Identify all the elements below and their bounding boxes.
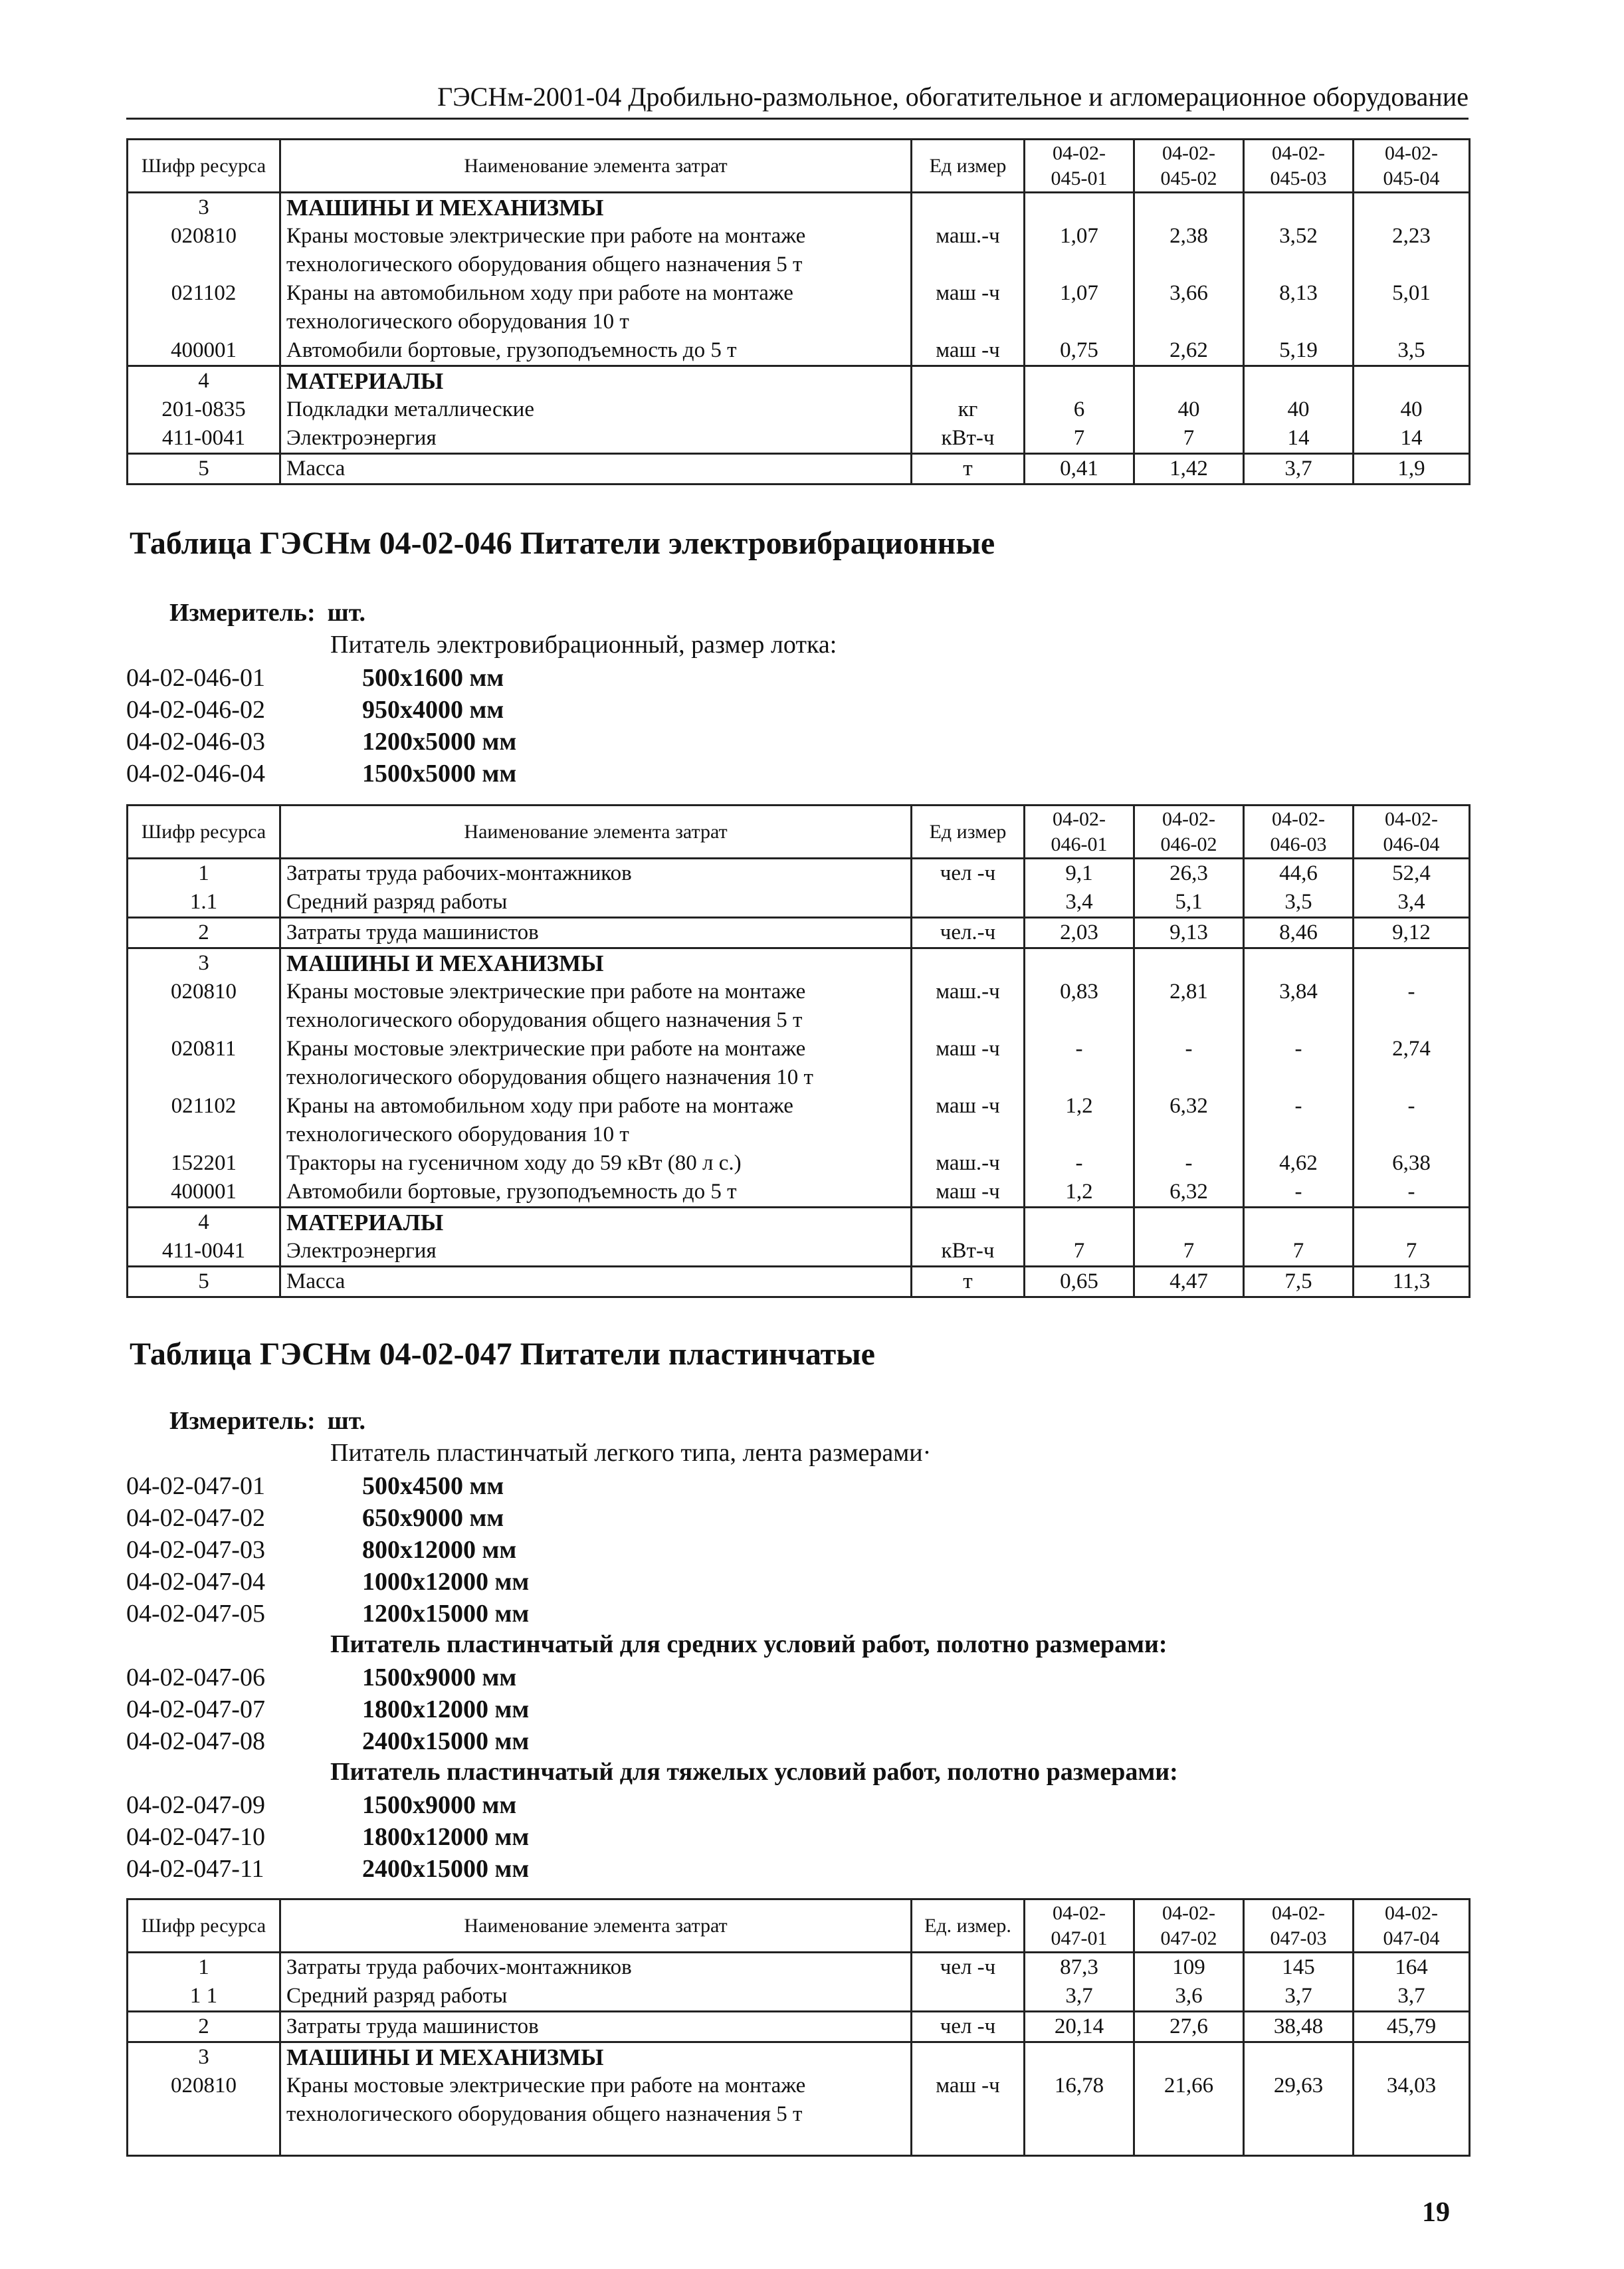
table-row [128, 1208, 1470, 1238]
table-row [128, 1982, 1470, 2012]
table-row [128, 1035, 1470, 1092]
col-header-unit: Ед измер [912, 806, 1025, 859]
table-046 [126, 804, 1471, 1298]
value-cell: 3,7 [1244, 454, 1354, 485]
section-title: МАШИНЫ И МЕХАНИЗМЫ [280, 948, 912, 978]
col-header-position: 04-02- 046-04 [1354, 806, 1470, 859]
position-list [126, 1662, 529, 1757]
value-cell [1354, 366, 1470, 396]
value-cell: 7,5 [1244, 1267, 1354, 1297]
position-size: 500x4500 мм [362, 1472, 504, 1500]
value-cell: - [1134, 1035, 1244, 1092]
cost-element-name: Краны мостовые электрические при работе на монтаже технологического оборудования общего назначения 5 т [280, 2072, 912, 2129]
position-code: 04-02-047-03 [126, 1536, 265, 1564]
value-cell: 52,4 [1354, 859, 1470, 889]
cost-element-name: Масса [280, 1267, 912, 1297]
unit-cell: т [912, 1267, 1025, 1297]
value-cell: 1,42 [1134, 454, 1244, 485]
page-number: 19 [1422, 2197, 1450, 2228]
resource-code: 5 [128, 454, 280, 485]
position-code: 04-02-046-04 [126, 760, 265, 788]
value-cell: 40 [1134, 395, 1244, 424]
section-title: МАТЕРИАЛЫ [280, 1208, 912, 1238]
position-row [126, 1725, 529, 1757]
resource-code: 021102 [128, 279, 280, 336]
table-046-meter [169, 598, 365, 627]
value-cell: - [1244, 1178, 1354, 1208]
value-cell [1244, 1208, 1354, 1238]
resource-code: 411-0041 [128, 424, 280, 454]
value-cell: 3,5 [1354, 336, 1470, 366]
resource-code: 1 [128, 1953, 280, 1983]
value-cell: 8,13 [1244, 279, 1354, 336]
resource-code: 4 [128, 1208, 280, 1238]
col-header-name: Наименование элемента затрат [280, 806, 912, 859]
value-cell: - [1244, 1035, 1354, 1092]
value-cell: 3,6 [1134, 1982, 1244, 2012]
position-code: 04-02-047-01 [126, 1472, 265, 1500]
position-row [126, 1534, 529, 1566]
unit-cell: маш.-ч [912, 1149, 1025, 1178]
value-cell [1025, 366, 1134, 396]
value-cell: 27,6 [1134, 2012, 1244, 2042]
value-cell: 109 [1134, 1953, 1244, 1983]
resource-code: 1.1 [128, 888, 280, 918]
table-row [128, 193, 1470, 223]
unit-cell: маш -ч [912, 336, 1025, 366]
position-code: 04-02-047-06 [126, 1664, 265, 1691]
table-row [128, 366, 1470, 396]
resource-code: 020811 [128, 1035, 280, 1092]
value-cell [1244, 366, 1354, 396]
position-code: 04-02-047-11 [126, 1855, 264, 1883]
blank-cell [280, 2129, 912, 2155]
value-cell [1354, 2042, 1470, 2072]
header-row [128, 806, 1470, 859]
value-cell [1025, 1208, 1134, 1238]
position-row [126, 1789, 529, 1821]
value-cell: 3,4 [1354, 888, 1470, 918]
cost-element-name: Затраты труда машинистов [280, 918, 912, 948]
position-size: 2400x15000 мм [362, 1727, 530, 1755]
unit-cell: т [912, 454, 1025, 485]
position-row [126, 1470, 529, 1502]
table-row [128, 859, 1470, 889]
position-code: 04-02-047-02 [126, 1504, 265, 1532]
resource-code: 1 1 [128, 1982, 280, 2012]
position-row [126, 1821, 529, 1853]
value-cell [1025, 2042, 1134, 2072]
position-code: 04-02-046-03 [126, 728, 265, 756]
cost-element-name: Подкладки металлические [280, 395, 912, 424]
table-row [128, 1092, 1470, 1149]
value-cell: 5,19 [1244, 336, 1354, 366]
unit-cell: чел.-ч [912, 918, 1025, 948]
table-row [128, 424, 1470, 454]
value-cell [1244, 2042, 1354, 2072]
cost-element-name: Краны мостовые электрические при работе на монтаже технологического оборудования общего назначения 10 т [280, 1035, 912, 1092]
value-cell: 4,62 [1244, 1149, 1354, 1178]
value-cell: 8,46 [1244, 918, 1354, 948]
position-row [126, 1502, 529, 1534]
value-cell: 145 [1244, 1953, 1354, 1983]
running-header: ГЭСНм-2001-04 Дробильно-размольное, обогатительное и агломерационное оборудование [126, 81, 1469, 120]
meter-value: шт. [327, 599, 366, 627]
value-cell: 7 [1134, 424, 1244, 454]
col-header-position: 04-02- 046-02 [1134, 806, 1244, 859]
resource-code: 152201 [128, 1149, 280, 1178]
value-cell: 29,63 [1244, 2072, 1354, 2129]
unit-cell: маш.-ч [912, 978, 1025, 1035]
cost-element-name: Тракторы на гусеничном ходу до 59 кВт (80 л с.) [280, 1149, 912, 1178]
table-row [128, 2042, 1470, 2072]
blank-cell [1134, 2129, 1244, 2155]
unit-cell [912, 193, 1025, 223]
value-cell: 2,74 [1354, 1035, 1470, 1092]
table-row [128, 2072, 1470, 2129]
value-cell: - [1354, 1092, 1470, 1149]
col-header-position: 04-02- 046-01 [1025, 806, 1134, 859]
unit-cell: кг [912, 395, 1025, 424]
unit-cell: маш -ч [912, 2072, 1025, 2129]
col-header-code: Шифр ресурса [128, 140, 280, 193]
section-title: МАТЕРИАЛЫ [280, 366, 912, 396]
blank-cell [1244, 2129, 1354, 2155]
group-description: Питатель пластинчатый для средних условий работ, полотно размерами: [330, 1630, 1167, 1658]
position-code: 04-02-047-09 [126, 1791, 265, 1819]
position-code: 04-02-047-07 [126, 1695, 265, 1723]
value-cell: - [1134, 1149, 1244, 1178]
value-cell: 7 [1134, 1237, 1244, 1267]
value-cell: - [1025, 1035, 1134, 1092]
col-header-position: 04-02- 047-02 [1134, 1899, 1244, 1953]
position-row [126, 1566, 529, 1598]
value-cell [1244, 948, 1354, 978]
col-header-position: 04-02- 045-02 [1134, 140, 1244, 193]
cost-element-name: Электроэнергия [280, 1237, 912, 1267]
value-cell: 5,1 [1134, 888, 1244, 918]
table-row-blank [128, 2129, 1470, 2155]
value-cell: - [1025, 1149, 1134, 1178]
group-description: Питатель пластинчатый для тяжелых условий работ, полотно размерами: [330, 1758, 1178, 1786]
table-row [128, 2012, 1470, 2042]
resource-code: 2 [128, 918, 280, 948]
unit-cell: чел -ч [912, 2012, 1025, 2042]
value-cell [1134, 948, 1244, 978]
position-row [126, 758, 516, 790]
cost-element-name: Затраты труда рабочих-монтажников [280, 1953, 912, 1983]
position-size: 1200x15000 мм [362, 1600, 530, 1628]
value-cell: 6,32 [1134, 1092, 1244, 1149]
unit-cell: маш -ч [912, 1035, 1025, 1092]
value-cell: 44,6 [1244, 859, 1354, 889]
unit-cell [912, 366, 1025, 396]
value-cell: 21,66 [1134, 2072, 1244, 2129]
col-header-position: 04-02- 045-01 [1025, 140, 1134, 193]
value-cell: 6,32 [1134, 1178, 1244, 1208]
resource-code: 020810 [128, 222, 280, 279]
value-cell: 9,1 [1025, 859, 1134, 889]
position-code: 04-02-047-10 [126, 1823, 265, 1851]
resource-code: 021102 [128, 1092, 280, 1149]
value-cell [1354, 948, 1470, 978]
value-cell: 2,03 [1025, 918, 1134, 948]
value-cell: 38,48 [1244, 2012, 1354, 2042]
table-row [128, 1267, 1470, 1297]
unit-cell: маш -ч [912, 279, 1025, 336]
value-cell: 2,23 [1354, 222, 1470, 279]
cost-element-name: Электроэнергия [280, 424, 912, 454]
value-cell: 87,3 [1025, 1953, 1134, 1983]
section-title: МАШИНЫ И МЕХАНИЗМЫ [280, 2042, 912, 2072]
resource-code: 3 [128, 2042, 280, 2072]
value-cell: 3,52 [1244, 222, 1354, 279]
col-header-position: 04-02- 047-04 [1354, 1899, 1470, 1953]
table-row [128, 948, 1470, 978]
position-code: 04-02-047-05 [126, 1600, 265, 1628]
table-row [128, 395, 1470, 424]
col-header-position: 04-02- 046-03 [1244, 806, 1354, 859]
value-cell: - [1354, 978, 1470, 1035]
unit-cell [912, 948, 1025, 978]
position-list [126, 1789, 529, 1885]
table-046-title: Таблица ГЭСНм 04-02-046 Питатели электровибрационные [130, 526, 995, 561]
unit-cell: маш -ч [912, 1178, 1025, 1208]
table-row [128, 1178, 1470, 1208]
value-cell: - [1244, 1092, 1354, 1149]
value-cell: 1,9 [1354, 454, 1470, 485]
position-row [126, 1693, 529, 1725]
table-045 [126, 138, 1471, 485]
unit-cell: маш.-ч [912, 222, 1025, 279]
position-row [126, 1853, 529, 1885]
unit-cell: чел -ч [912, 1953, 1025, 1983]
value-cell: 1,07 [1025, 222, 1134, 279]
position-size: 1500x5000 мм [362, 760, 517, 788]
table-row [128, 279, 1470, 336]
col-header-position: 04-02- 047-03 [1244, 1899, 1354, 1953]
value-cell: 34,03 [1354, 2072, 1470, 2129]
meter-value: шт. [327, 1407, 366, 1435]
table-row [128, 918, 1470, 948]
col-header-code: Шифр ресурса [128, 806, 280, 859]
section-title: МАШИНЫ И МЕХАНИЗМЫ [280, 193, 912, 223]
table-047 [126, 1898, 1471, 2157]
value-cell: 3,7 [1354, 1982, 1470, 2012]
value-cell: 0,83 [1025, 978, 1134, 1035]
value-cell [1025, 948, 1134, 978]
value-cell: 40 [1354, 395, 1470, 424]
position-size: 1800x12000 мм [362, 1695, 530, 1723]
blank-cell [128, 2129, 280, 2155]
value-cell: 16,78 [1025, 2072, 1134, 2129]
resource-code: 3 [128, 193, 280, 223]
table-047-title: Таблица ГЭСНм 04-02-047 Питатели пластинчатые [130, 1337, 875, 1372]
value-cell [1134, 193, 1244, 223]
meter-label: Измеритель: [169, 599, 316, 627]
position-size: 650x9000 мм [362, 1504, 504, 1532]
table-row [128, 1237, 1470, 1267]
resource-code: 3 [128, 948, 280, 978]
value-cell: 9,13 [1134, 918, 1244, 948]
cost-element-name: Автомобили бортовые, грузоподъемность до 5 т [280, 336, 912, 366]
value-cell [1244, 193, 1354, 223]
value-cell: 9,12 [1354, 918, 1470, 948]
value-cell: 40 [1244, 395, 1354, 424]
table-row [128, 1953, 1470, 1983]
resource-code: 020810 [128, 2072, 280, 2129]
position-code: 04-02-046-02 [126, 696, 265, 724]
col-header-unit: Ед измер [912, 140, 1025, 193]
position-row [126, 1662, 529, 1693]
value-cell: 1,07 [1025, 279, 1134, 336]
value-cell: 11,3 [1354, 1267, 1470, 1297]
header-row [128, 140, 1470, 193]
value-cell: 7 [1354, 1237, 1470, 1267]
col-header-code: Шифр ресурса [128, 1899, 280, 1953]
cost-element-name: Затраты труда машинистов [280, 2012, 912, 2042]
value-cell: 164 [1354, 1953, 1470, 1983]
position-row [126, 662, 516, 694]
value-cell: 3,7 [1025, 1982, 1134, 2012]
value-cell: 6,38 [1354, 1149, 1470, 1178]
position-row [126, 694, 516, 726]
cost-element-name: Средний разряд работы [280, 1982, 912, 2012]
value-cell: 3,66 [1134, 279, 1244, 336]
value-cell: 1,2 [1025, 1178, 1134, 1208]
col-header-name: Наименование элемента затрат [280, 140, 912, 193]
value-cell [1134, 366, 1244, 396]
resource-code: 411-0041 [128, 1237, 280, 1267]
unit-cell [912, 1982, 1025, 2012]
value-cell [1025, 193, 1134, 223]
resource-code: 400001 [128, 1178, 280, 1208]
position-size: 950x4000 мм [362, 696, 504, 724]
cost-element-name: Краны мостовые электрические при работе на монтаже технологического оборудования общего назначения 5 т [280, 978, 912, 1035]
unit-cell: чел -ч [912, 859, 1025, 889]
cost-element-name: Краны на автомобильном ходу при работе на монтаже технологического оборудования 10 т [280, 1092, 912, 1149]
position-row [126, 1598, 529, 1630]
col-header-name: Наименование элемента затрат [280, 1899, 912, 1953]
value-cell: 0,41 [1025, 454, 1134, 485]
value-cell [1354, 1208, 1470, 1238]
resource-code: 1 [128, 859, 280, 889]
resource-code: 5 [128, 1267, 280, 1297]
value-cell [1354, 193, 1470, 223]
position-code: 04-02-047-04 [126, 1568, 265, 1596]
value-cell: 20,14 [1025, 2012, 1134, 2042]
resource-code: 4 [128, 366, 280, 396]
position-code: 04-02-047-08 [126, 1727, 265, 1755]
value-cell: 3,84 [1244, 978, 1354, 1035]
value-cell: 45,79 [1354, 2012, 1470, 2042]
cost-element-name: Автомобили бортовые, грузоподъемность до 5 т [280, 1178, 912, 1208]
value-cell: 3,5 [1244, 888, 1354, 918]
header-row [128, 1899, 1470, 1953]
value-cell: - [1354, 1178, 1470, 1208]
table-row [128, 978, 1470, 1035]
value-cell: 14 [1354, 424, 1470, 454]
blank-cell [1025, 2129, 1134, 2155]
unit-cell [912, 1208, 1025, 1238]
cost-element-name: Затраты труда рабочих-монтажников [280, 859, 912, 889]
value-cell: 7 [1025, 1237, 1134, 1267]
table-row [128, 222, 1470, 279]
cost-element-name: Масса [280, 454, 912, 485]
position-size: 1500x9000 мм [362, 1664, 517, 1691]
value-cell: 7 [1025, 424, 1134, 454]
resource-code: 2 [128, 2012, 280, 2042]
value-cell: 7 [1244, 1237, 1354, 1267]
position-code: 04-02-046-01 [126, 664, 265, 692]
value-cell: 26,3 [1134, 859, 1244, 889]
blank-cell [912, 2129, 1025, 2155]
position-row [126, 726, 516, 758]
value-cell: 6 [1025, 395, 1134, 424]
value-cell [1134, 1208, 1244, 1238]
value-cell: 2,38 [1134, 222, 1244, 279]
position-size: 1500x9000 мм [362, 1791, 517, 1819]
unit-cell: кВт-ч [912, 424, 1025, 454]
cost-element-name: Средний разряд работы [280, 888, 912, 918]
cost-element-name: Краны мостовые электрические при работе на монтаже технологического оборудования общего назначения 5 т [280, 222, 912, 279]
col-header-position: 04-02- 045-03 [1244, 140, 1354, 193]
blank-cell [1354, 2129, 1470, 2155]
col-header-position: 04-02- 045-04 [1354, 140, 1470, 193]
resource-code: 400001 [128, 336, 280, 366]
position-list [126, 1470, 529, 1630]
resource-code: 201-0835 [128, 395, 280, 424]
table-046-desc: Питатель электровибрационный, размер лотка: [330, 631, 837, 659]
table-row [128, 888, 1470, 918]
value-cell: 2,81 [1134, 978, 1244, 1035]
position-size: 500x1600 мм [362, 664, 504, 692]
position-size: 2400x15000 мм [362, 1855, 530, 1883]
table-046-positions [126, 662, 516, 790]
position-size: 800x12000 мм [362, 1536, 517, 1564]
value-cell: 2,62 [1134, 336, 1244, 366]
unit-cell [912, 888, 1025, 918]
value-cell: 0,75 [1025, 336, 1134, 366]
resource-code: 020810 [128, 978, 280, 1035]
table-row [128, 1149, 1470, 1178]
position-size: 1200x5000 мм [362, 728, 517, 756]
value-cell [1134, 2042, 1244, 2072]
position-size: 1800x12000 мм [362, 1823, 530, 1851]
unit-cell [912, 2042, 1025, 2072]
value-cell: 3,7 [1244, 1982, 1354, 2012]
group-description: Питатель пластинчатый легкого типа, лента размерами· [330, 1439, 932, 1467]
value-cell: 0,65 [1025, 1267, 1134, 1297]
cost-element-name: Краны на автомобильном ходу при работе на монтаже технологического оборудования 10 т [280, 279, 912, 336]
position-size: 1000x12000 мм [362, 1568, 530, 1596]
col-header-unit: Ед. измер. [912, 1899, 1025, 1953]
unit-cell: маш -ч [912, 1092, 1025, 1149]
value-cell: 14 [1244, 424, 1354, 454]
col-header-position: 04-02- 047-01 [1025, 1899, 1134, 1953]
value-cell: 5,01 [1354, 279, 1470, 336]
table-047-meter [169, 1406, 365, 1436]
meter-label: Измеритель: [169, 1407, 316, 1435]
table-row [128, 454, 1470, 485]
value-cell: 1,2 [1025, 1092, 1134, 1149]
value-cell: 3,4 [1025, 888, 1134, 918]
unit-cell: кВт-ч [912, 1237, 1025, 1267]
table-row [128, 336, 1470, 366]
value-cell: 4,47 [1134, 1267, 1244, 1297]
